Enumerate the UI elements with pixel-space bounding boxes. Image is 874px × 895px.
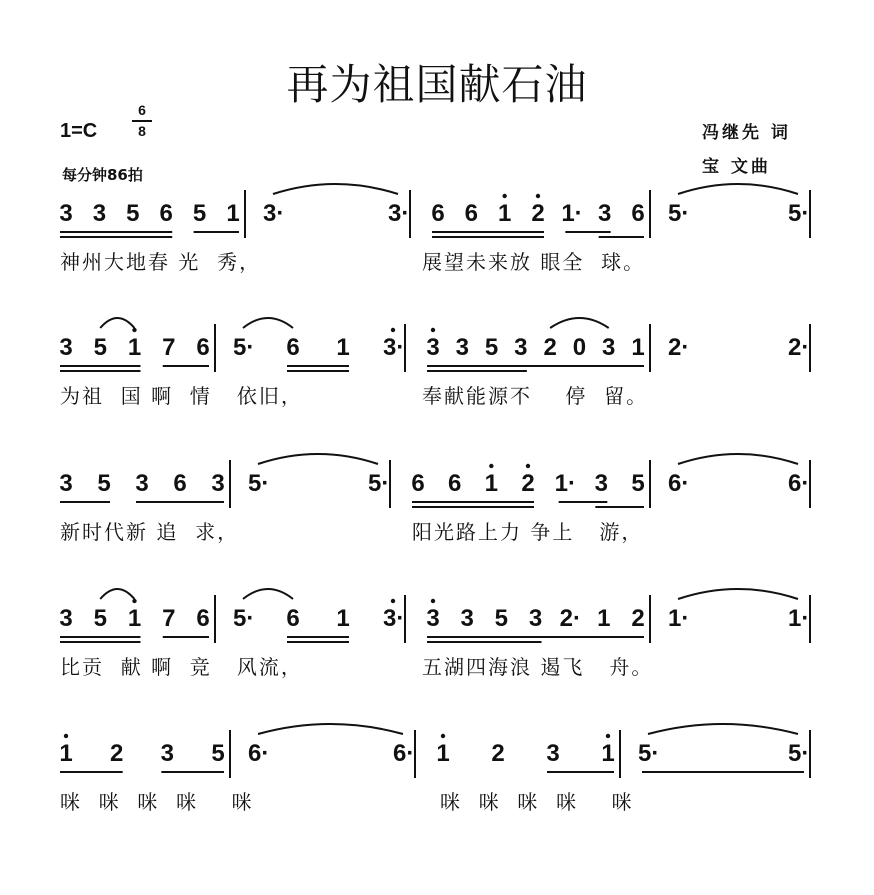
note: 1 (336, 334, 350, 361)
note: 3 (514, 334, 528, 361)
note: 6 (431, 200, 445, 227)
note: 1· (788, 605, 810, 632)
note: 6 (631, 200, 645, 227)
note: 1 (336, 605, 350, 632)
note: 0 (572, 334, 587, 361)
note: 1 (59, 740, 73, 767)
slur (678, 454, 798, 464)
note: 1· (554, 470, 576, 497)
time-signature (130, 102, 154, 140)
note: 5 (126, 200, 140, 227)
note: 3 (455, 334, 469, 361)
note: 1 (436, 740, 450, 767)
note: 2· (788, 334, 810, 361)
note: 3 (426, 605, 440, 632)
note: 5· (638, 740, 660, 767)
note: 5 (192, 200, 207, 227)
octave-dot (502, 194, 506, 198)
note: 3 (59, 605, 73, 632)
time-signature-bar (132, 120, 152, 122)
note: 2· (668, 334, 690, 361)
note: 3· (383, 334, 405, 361)
note: 1 (127, 605, 142, 632)
note: 6 (286, 605, 300, 632)
note: 3 (59, 334, 73, 361)
note: 3 (59, 470, 73, 497)
note: 2· (559, 605, 581, 632)
note: 3· (263, 200, 285, 227)
note: 6 (159, 200, 173, 227)
octave-dot (431, 328, 435, 332)
note: 5· (788, 200, 810, 227)
score-row (60, 314, 820, 444)
slur (243, 589, 293, 599)
note: 1 (484, 470, 498, 497)
octave-dot (441, 734, 445, 738)
note: 1 (631, 334, 645, 361)
note: 5· (233, 334, 255, 361)
note: 3 (135, 470, 149, 497)
octave-dot (606, 734, 610, 738)
note: 2 (531, 200, 545, 227)
lyric-line: 展望未来放 眼全 球。 (422, 250, 646, 274)
song-title: 再为祖国献石油 (286, 60, 588, 109)
note: 3 (597, 200, 612, 227)
note: 7 (162, 605, 176, 632)
note: 3 (528, 605, 543, 632)
octave-dot (132, 328, 136, 332)
note: 6 (464, 200, 478, 227)
note: 3 (546, 740, 560, 767)
slur (258, 724, 403, 734)
lyric-line: 比贡 献 啊 竞 风流， (60, 655, 303, 679)
note: 3 (460, 605, 474, 632)
note: 1 (226, 200, 240, 227)
note: 2 (631, 605, 645, 632)
note: 7 (162, 334, 176, 361)
octave-dot (391, 328, 395, 332)
note: 3 (602, 334, 616, 361)
note: 5 (631, 470, 645, 497)
note: 6 (196, 334, 210, 361)
note: 6 (447, 470, 462, 497)
note: 6 (411, 470, 425, 497)
note: 5· (248, 470, 270, 497)
lyric-line: 为祖 国 啊 情 依旧， (60, 384, 303, 408)
lyric-line: 奉献能源不 停 留。 (422, 384, 649, 408)
note: 5· (668, 200, 690, 227)
note: 5 (211, 740, 225, 767)
note: 5· (368, 470, 390, 497)
note: 6 (196, 605, 210, 632)
score-row (60, 585, 820, 715)
slur (648, 724, 798, 734)
note: 3 (160, 740, 174, 767)
note: 5 (93, 334, 107, 361)
lyric-line: 阳光路上力 争上 游， (412, 520, 644, 544)
note: 2 (521, 470, 535, 497)
score-row (60, 720, 820, 850)
slur (100, 318, 134, 328)
note: 3 (594, 470, 608, 497)
key-signature: 1=C (60, 120, 98, 142)
note: 6· (668, 470, 690, 497)
note: 6 (173, 470, 187, 497)
score-row (60, 450, 820, 580)
tempo-marking: 每分钟86拍 (62, 166, 143, 184)
note: 1· (561, 200, 583, 227)
slur (273, 184, 398, 194)
composer-credit: 宝 文曲 (702, 157, 771, 177)
octave-dot (391, 599, 395, 603)
note: 5 (97, 470, 111, 497)
note: 1 (601, 740, 615, 767)
octave-dot (431, 599, 435, 603)
lyric-line: 咪 咪 咪 咪 咪 (60, 790, 254, 814)
octave-dot (64, 734, 68, 738)
slur (678, 184, 798, 194)
note: 6 (286, 334, 300, 361)
lyric-line: 神州大地春 光 秀， (60, 250, 262, 274)
lyric-line: 五湖四海浪 遏飞 舟。 (422, 655, 654, 679)
note: 5 (494, 605, 508, 632)
slur (100, 589, 134, 599)
note: 1· (668, 605, 690, 632)
note: 5· (233, 605, 255, 632)
note: 1 (127, 334, 142, 361)
lyricist-credit: 冯继先 词 (702, 123, 791, 143)
note: 5· (788, 740, 810, 767)
time-signature-bottom: 8 (138, 123, 146, 139)
note: 5 (93, 605, 107, 632)
note: 1 (497, 200, 512, 227)
score-row (60, 180, 820, 310)
note: 2 (491, 740, 505, 767)
time-signature-top: 6 (138, 102, 146, 118)
note: 2 (109, 740, 124, 767)
note: 6· (393, 740, 415, 767)
note: 3· (383, 605, 405, 632)
note: 3 (59, 200, 73, 227)
slur (678, 589, 798, 599)
slur (243, 318, 293, 328)
slur (258, 454, 378, 464)
note: 5 (484, 334, 499, 361)
note: 6· (788, 470, 810, 497)
note: 2 (543, 334, 557, 361)
octave-dot (489, 464, 493, 468)
octave-dot (132, 599, 136, 603)
octave-dot (526, 464, 530, 468)
slur (550, 318, 609, 328)
note: 3· (388, 200, 410, 227)
note: 3 (426, 334, 440, 361)
note: 6· (248, 740, 270, 767)
note: 3 (92, 200, 107, 227)
lyric-line: 新时代新 追 求， (60, 520, 240, 544)
note: 1 (597, 605, 611, 632)
lyric-line: 咪 咪 咪 咪 咪 (440, 790, 634, 814)
octave-dot (536, 194, 540, 198)
note: 3 (211, 470, 225, 497)
